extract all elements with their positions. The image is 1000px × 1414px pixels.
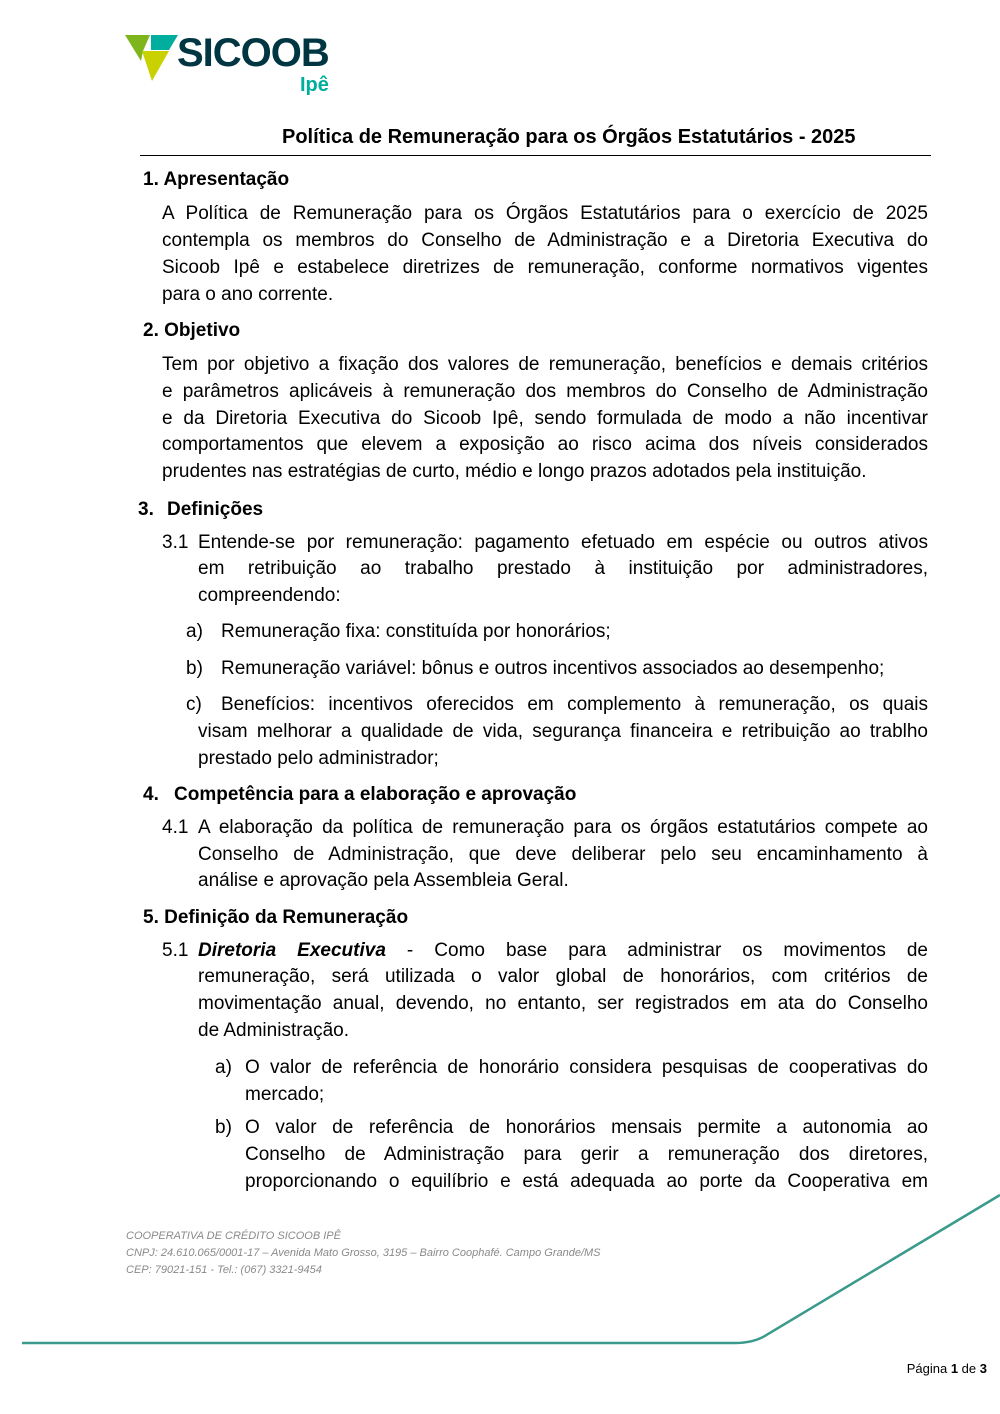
footer-address: CNPJ: 24.610.065/0001-17 – Avenida Mato Grosso, 3195 – Bairro Coophafé. Campo Grande/MS: [126, 1247, 601, 1259]
section-4-number: 4.: [143, 784, 159, 805]
paragraph-line: Sicoob Ipê e estabelece diretrizes de remuneração, conforme normativos vigentes: [162, 257, 928, 278]
list-marker: c): [186, 694, 202, 715]
paragraph-line: em retribuição ao trabalho prestado à instituição por administradores,: [198, 558, 928, 579]
footer-company: COOPERATIVA DE CRÉDITO SICOOB IPÊ: [126, 1230, 341, 1242]
paragraph-line: comportamentos que elevem a exposição ao risco acima dos níveis considerados: [162, 434, 928, 455]
paragraph-line: A elaboração da política de remuneração para os órgãos estatutários compete ao: [198, 817, 928, 838]
section-3-number: 3.: [138, 499, 154, 520]
list-item: visam melhorar a qualidade de vida, segurança financeira e retribuição ao trablho: [198, 721, 928, 742]
list-marker: b): [215, 1117, 232, 1138]
list-marker: a): [215, 1057, 232, 1078]
paragraph-line: de Administração.: [198, 1020, 350, 1041]
list-item: Conselho de Administração para gerir a remuneração dos diretores,: [245, 1144, 928, 1165]
paragraph-line: para o ano corrente.: [162, 284, 334, 305]
logo-mark-icon: [125, 35, 181, 83]
section-2-heading: 2. Objetivo: [143, 320, 241, 341]
logo-sub: Ipê: [300, 74, 329, 96]
paragraph-line: Diretoria Executiva - Como base para administrar os movimentos de: [198, 940, 928, 961]
paragraph-line: prudentes nas estratégias de curto, médio e longo prazos adotados pela instituição.: [162, 461, 867, 482]
list-item: Benefícios: incentivos oferecidos em complemento à remuneração, os quais: [221, 694, 928, 715]
paragraph-line: Entende-se por remuneração: pagamento efetuado em espécie ou outros ativos: [198, 532, 928, 553]
paragraph-line: remuneração, será utilizada o valor global de honorários, com critérios de: [198, 966, 928, 987]
list-item: mercado;: [245, 1084, 325, 1105]
section-5-heading: 5. Definição da Remuneração: [143, 907, 409, 928]
item-number: 3.1: [162, 532, 189, 553]
paragraph-line: e da Diretoria Executiva do Sicoob Ipê, sendo formulada de modo a não incentivar: [162, 408, 928, 429]
sicoob-logo: [125, 33, 335, 103]
paragraph-line: Conselho de Administração, que deve deliberar pelo seu encaminhamento à: [198, 844, 928, 865]
list-item: prestado pelo administrador;: [198, 748, 439, 769]
list-marker: b): [186, 658, 203, 679]
logo-brand: SICOOB: [177, 31, 329, 75]
emphasis: Diretoria Executiva: [198, 940, 386, 961]
paragraph-line: análise e aprovação pela Assembleia Geral.: [198, 870, 569, 891]
paragraph-line: e parâmetros aplicáveis à remuneração dos membros do Conselho de Administração: [162, 381, 928, 402]
section-3-heading: Definições: [167, 499, 264, 520]
paragraph-line: movimentação anual, devendo, no entanto, ser registrados em ata do Conselho: [198, 993, 928, 1014]
list-item: Remuneração fixa: constituída por honorários;: [221, 621, 611, 642]
paragraph-line: compreendendo:: [198, 585, 341, 606]
page-number: Página 1 de 3: [906, 1361, 987, 1376]
list-item: Remuneração variável: bônus e outros incentivos associados ao desempenho;: [221, 658, 885, 679]
document-title: Política de Remuneração para os Órgãos Estatutários - 2025: [282, 126, 856, 148]
list-item: proporcionando o equilíbrio e está adequada ao porte da Cooperativa em: [245, 1171, 928, 1192]
footer-contact: CEP: 79021-151 - Tel.: (067) 3321-9454: [126, 1264, 322, 1276]
list-item: O valor de referência de honorários mensais permite a autonomia ao: [245, 1117, 928, 1138]
section-4-heading: Competência para a elaboração e aprovação: [174, 784, 577, 805]
item-number: 5.1: [162, 940, 189, 961]
section-1-heading: 1. Apresentação: [143, 169, 290, 190]
list-item: O valor de referência de honorário considera pesquisas de cooperativas do: [245, 1057, 928, 1078]
paragraph-line: contempla os membros do Conselho de Administração e a Diretoria Executiva do: [162, 230, 928, 251]
title-rule: [140, 155, 931, 156]
paragraph-line: Tem por objetivo a fixação dos valores de remuneração, benefícios e demais critérios: [162, 354, 928, 375]
item-number: 4.1: [162, 817, 189, 838]
list-marker: a): [186, 621, 203, 642]
paragraph-line: A Política de Remuneração para os Órgãos Estatutários para o exercício de 2025: [162, 203, 928, 224]
